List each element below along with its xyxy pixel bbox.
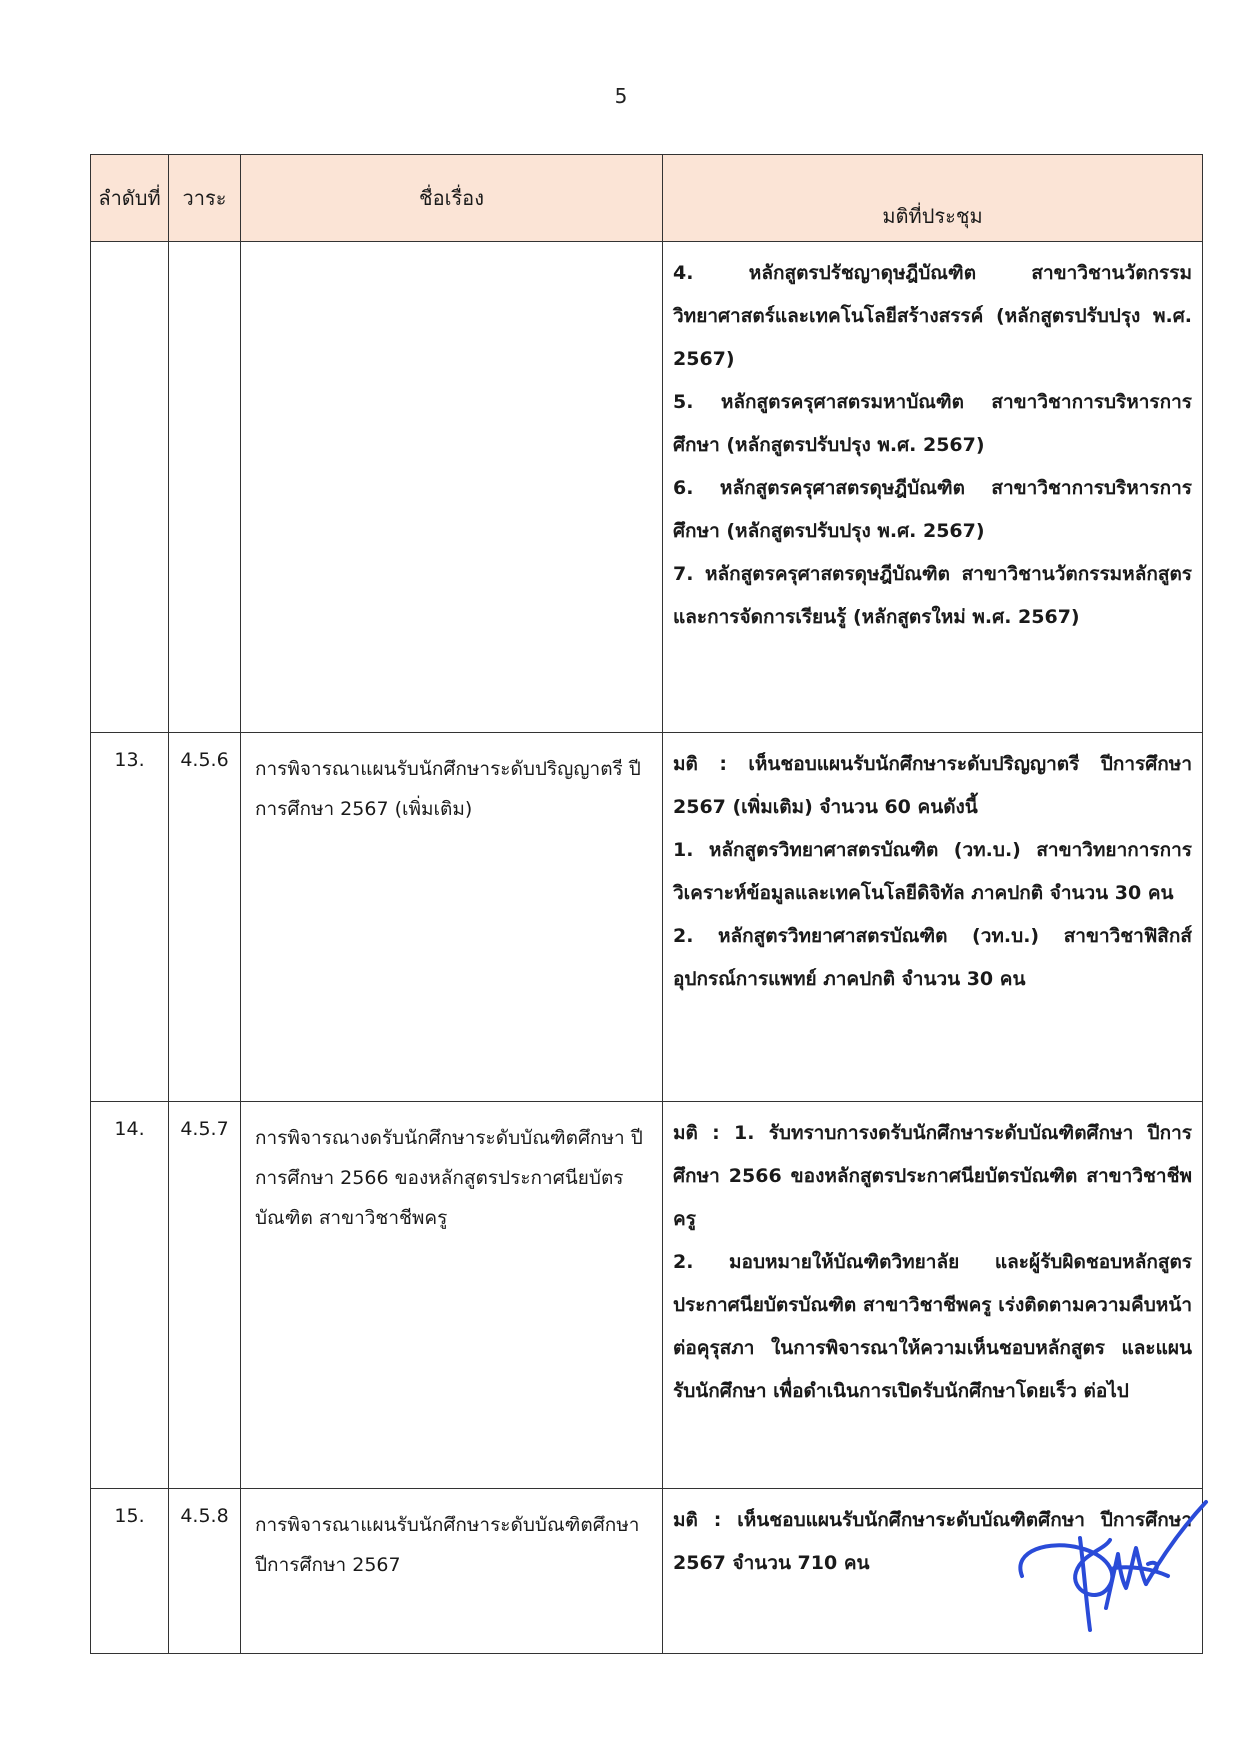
resolution-line: 6. หลักสูตรครุศาสตรดุษฎีบัณฑิต สาขาวิชาการบริหารการศึกษา (หลักสูตรปรับปรุง พ.ศ. 2567) (673, 477, 1192, 542)
row-topic: การพิจารณางดรับนักศึกษาระดับบัณฑิตศึกษา ปีการศึกษา 2566 ของหลักสูตรประกาศนียบัตรบัณฑิต สาขาวิชาชีพครู (241, 1102, 663, 1489)
resolution-line: มติ : เห็นชอบแผนรับนักศึกษาระดับปริญญาตรี ปีการศึกษา 2567 (เพิ่มเติม) จำนวน 60 คนดังนี้ (673, 753, 1192, 818)
resolution-line: 7. หลักสูตรครุศาสตรดุษฎีบัณฑิต สาขาวิชานวัตกรรมหลักสูตรและการจัดการเรียนรู้ (หลักสูตรใหม่ พ.ศ. 2567) (673, 563, 1192, 628)
table-row (91, 733, 1203, 1102)
row-no (91, 242, 169, 733)
header-agenda: วาระ (169, 155, 241, 242)
resolution-line: มติ : เห็นชอบแผนรับนักศึกษาระดับบัณฑิตศึกษา ปีการศึกษา 2567 จำนวน 710 คน (673, 1509, 1192, 1574)
row-agenda: 4.5.7 (169, 1102, 241, 1489)
resolution-line: 2. หลักสูตรวิทยาศาสตรบัณฑิต (วท.บ.) สาขาวิชาฟิสิกส์อุปกรณ์การแพทย์ ภาคปกติ จำนวน 30 คน (673, 925, 1192, 990)
resolution-line: 4. หลักสูตรปรัชญาดุษฎีบัณฑิต สาขาวิชานวัตกรรมวิทยาศาสตร์และเทคโนโลยีสร้างสรรค์ (หลักสูตรปรับปรุง พ.ศ. 2567) (673, 262, 1192, 370)
table-row (91, 1102, 1203, 1489)
resolution-line: มติ : 1. รับทราบการงดรับนักศึกษาระดับบัณฑิตศึกษา ปีการศึกษา 2566 ของหลักสูตรประกาศนียบัตรบัณฑิต สาขาวิชาชีพครู (673, 1122, 1192, 1230)
row-topic: การพิจารณาแผนรับนักศึกษาระดับปริญญาตรี ปีการศึกษา 2567 (เพิ่มเติม) (241, 733, 663, 1102)
resolution-line: 5. หลักสูตรครุศาสตรมหาบัณฑิต สาขาวิชาการบริหารการศึกษา (หลักสูตรปรับปรุง พ.ศ. 2567) (673, 391, 1192, 456)
row-resolution (663, 733, 1203, 1102)
page-number: 5 (614, 84, 628, 108)
row-topic: การพิจารณาแผนรับนักศึกษาระดับบัณฑิตศึกษา ปีการศึกษา 2567 (241, 1489, 663, 1654)
row-no: 15. (91, 1489, 169, 1654)
row-agenda: 4.5.6 (169, 733, 241, 1102)
table-row (91, 242, 1203, 733)
header-resolution: มติที่ประชุม (663, 155, 1203, 242)
row-topic (241, 242, 663, 733)
row-agenda (169, 242, 241, 733)
row-no: 14. (91, 1102, 169, 1489)
row-resolution (663, 1102, 1203, 1489)
resolution-line: 1. หลักสูตรวิทยาศาสตรบัณฑิต (วท.บ.) สาขาวิทยาการการวิเคราะห์ข้อมูลและเทคโนโลยีดิจิทัล ภาคปกติ จำนวน 30 คน (673, 839, 1192, 904)
table-header-row (91, 155, 1203, 242)
resolutions-table (90, 154, 1203, 1654)
row-agenda: 4.5.8 (169, 1489, 241, 1654)
row-resolution (663, 242, 1203, 733)
row-no: 13. (91, 733, 169, 1102)
header-topic: ชื่อเรื่อง (241, 155, 663, 242)
header-no: ลำดับที่ (91, 155, 169, 242)
resolution-line: 2. มอบหมายให้บัณฑิตวิทยาลัย และผู้รับผิดชอบหลักสูตรประกาศนียบัตรบัณฑิต สาขาวิชาชีพครู เร่งติดตามความคืบหน้าต่อคุรุสภา ในการพิจารณาให้ความเห็นชอบหลักสูตร และแผนรับนักศึกษา เพื่อดำเนินการเปิดรับนักศึกษาโดยเร็ว ต่อไป (673, 1251, 1192, 1402)
signature-icon (1010, 1480, 1210, 1640)
